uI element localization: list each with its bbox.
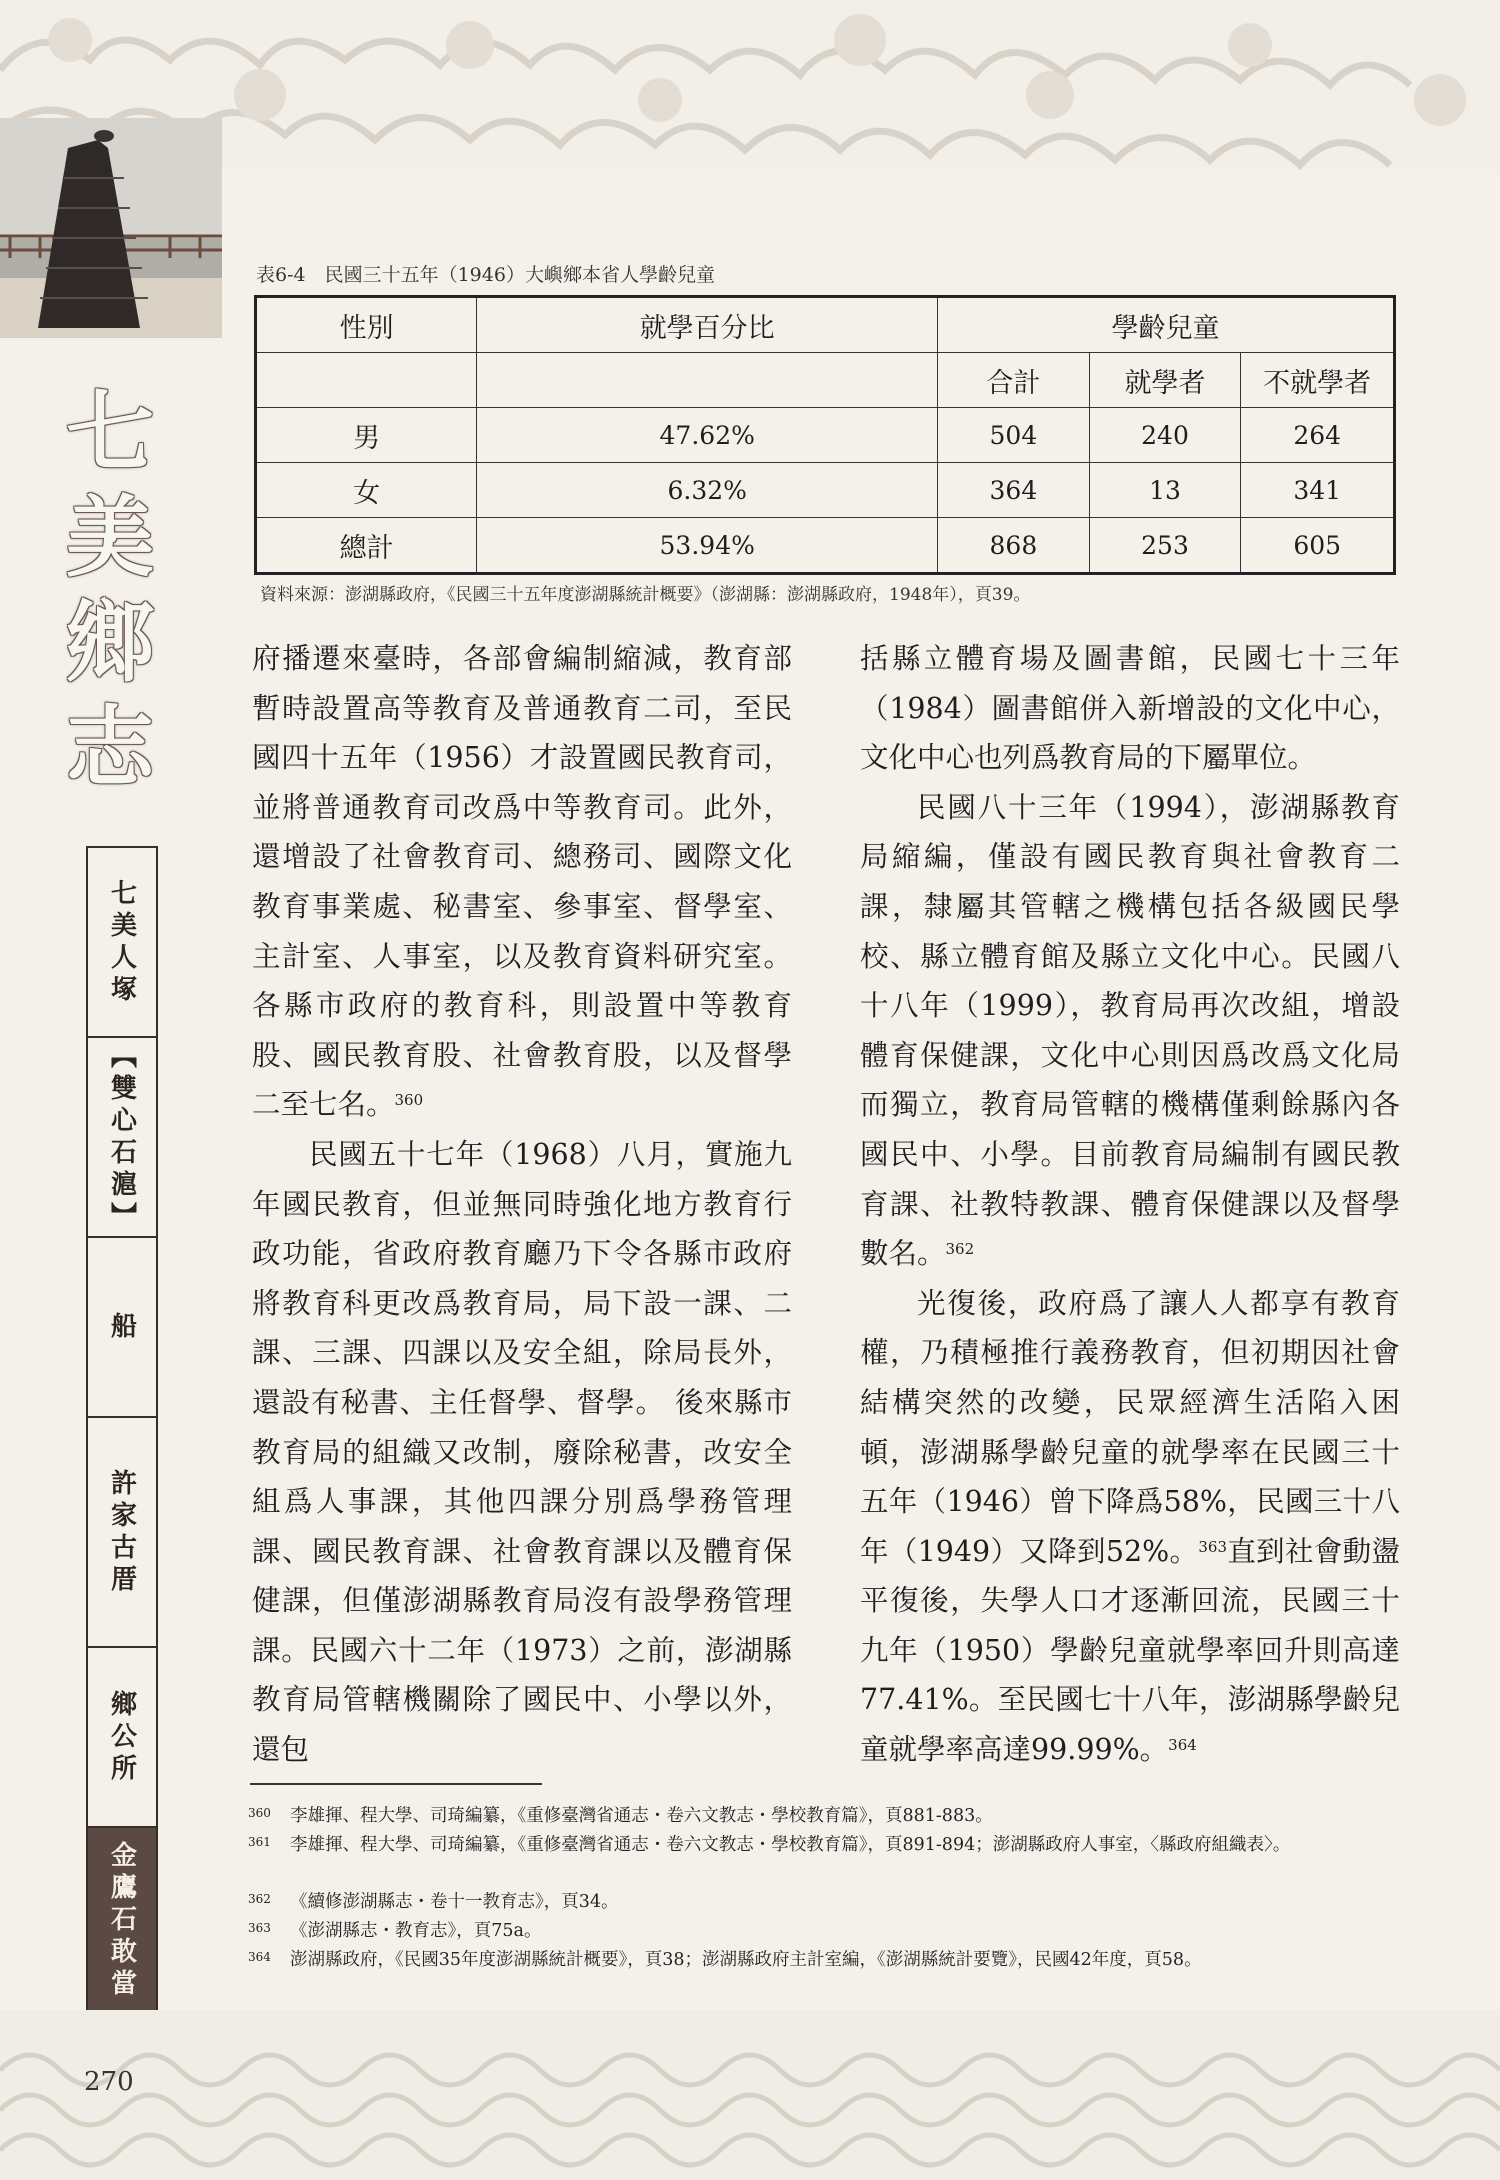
paragraph: 括縣立體育場及圖書館，民國七十三年（1984）圖書館併入新增設的文化中心，文化中心也列爲教育局的下屬單位。 <box>860 642 1400 775</box>
sidebar-item-double-heart[interactable] <box>88 1036 156 1238</box>
paragraph: 民國五十七年（1968）八月，實施九年國民教育，但並無同時強化地方教育行政功能，省政府教育廳乃下令各縣市政府將教育科更改爲教育局，局下設一課、二課、三課、四課以及安全組，除局長外，還設有秘書、主任督學、督學。 後來縣市教育局的組織又改制，廢除秘書，改安全組爲人事課，其他四課分別爲學務管理課、國民教育課、社會教育課以及體育保健課，但僅澎湖縣教育局沒有設學務管理課。民國六十二年（1973）之前，澎湖縣教育局管轄機關除了國民中、小學以外，還包 <box>252 1137 792 1767</box>
paragraph: 光復後，政府爲了讓人人都享有教育權，乃積極推行義務教育，但初期因社會結構突然的改變，民眾經濟生活陷入困頓，澎湖縣學齡兒童的就學率在民國三十五年（1946）曾下降爲58%，民國三十八年（1949）又降到52%。$^{363}$直到社會動盪平復後，失學人口才逐漸回流，民國三十九年（1950）學齡兒童就學率回升則高達77.41%。至民國七十八年，澎湖縣學齡兒童就學率高達99.99%。$^{364}$ <box>860 1286 1400 1767</box>
wave-footer-decoration <box>0 2010 1500 2180</box>
body-column-right <box>860 634 1400 1775</box>
footnote <box>248 1804 1398 1829</box>
title-char: 鄉 <box>65 590 154 694</box>
footnote-number: 361 <box>248 1835 271 1849</box>
paragraph: 府播遷來臺時，各部會編制縮減，教育部暫時設置高等教育及普通教育二司，至民國四十五年（1956）才設置國民教育司，並將普通教育司改爲中等教育司。此外，還增設了社會教育司、總務司、國際文化教育事業處、秘書室、參事室、督學室、主計室、人事室，以及教育資料研究室。各縣市政府的教育科，則設置中等教育股、國民教育股、社會教育股，以及督學二至七名。$^{360}$ <box>252 642 792 1122</box>
footnote-number: 362 <box>248 1892 271 1906</box>
body-column-left <box>252 634 792 1775</box>
title-char: 志 <box>65 695 154 799</box>
cell-rate: 53.94% <box>477 518 938 574</box>
header-enrolled: 就學者 <box>1089 353 1241 408</box>
footnote-text: 《續修澎湖縣志・卷十一教育志》，頁34。 <box>290 1892 619 1912</box>
page-number: 270 <box>84 2067 134 2097</box>
table-caption: 表6-4 民國三十五年（1946）大嶼鄉本省人學齡兒童 <box>256 264 715 286</box>
sidebar-item-boat[interactable] <box>88 1236 156 1418</box>
sidebar-item-label: 【雙心石滬】 <box>106 1042 137 1234</box>
cloud-header-decoration <box>0 0 1500 170</box>
sidebar-item-golden-eagle[interactable] <box>88 1826 156 2013</box>
table-row <box>256 463 1395 518</box>
table-source-note: 資料來源：澎湖縣政府，《民國三十五年度澎湖縣統計概要》（澎湖縣：澎湖縣政府，1948年），頁39。 <box>260 585 1031 605</box>
footnote-ref[interactable]: 364 <box>1168 1736 1197 1755</box>
footnote-divider <box>250 1783 542 1785</box>
cell-gender: 男 <box>256 408 477 463</box>
sidebar-item-xu-house[interactable] <box>88 1416 156 1648</box>
title-char: 美 <box>65 485 154 589</box>
header-empty <box>256 353 477 408</box>
header-children: 學齡兒童 <box>938 297 1395 353</box>
footnote <box>248 1919 1398 1944</box>
footnote <box>248 1833 1398 1858</box>
cell-gender: 女 <box>256 463 477 518</box>
footnote-ref[interactable]: 363 <box>1198 1537 1227 1556</box>
title-char: 七 <box>65 380 154 484</box>
header-gender: 性別 <box>256 297 477 353</box>
cell-enrolled: 240 <box>1089 408 1241 463</box>
cell-rate: 47.62% <box>477 408 938 463</box>
cell-enrolled: 253 <box>1089 518 1241 574</box>
sidebar-item-label: 金鷹石敢當 <box>106 1840 137 2001</box>
footnote-text: 李雄揮、程大學、司琦編纂，《重修臺灣省通志・卷六文教志・學校教育篇》，頁891-894；澎湖縣政府人事室，〈縣政府組織表〉。 <box>290 1835 1291 1855</box>
cell-total: 504 <box>938 408 1090 463</box>
book-title-vertical <box>40 380 180 840</box>
tire-tower-photo <box>0 118 222 338</box>
footnote-number: 364 <box>248 1950 271 1964</box>
header-rate: 就學百分比 <box>477 297 938 353</box>
chapter-sidebar <box>86 846 158 2011</box>
footnote-number: 363 <box>248 1921 271 1935</box>
footnote <box>248 1890 1398 1915</box>
sidebar-item-label: 許家古厝 <box>106 1469 137 1597</box>
sidebar-item-label: 船 <box>106 1312 137 1344</box>
paragraph: 民國八十三年（1994），澎湖縣教育局縮編，僅設有國民教育與社會教育二課，隸屬其管轄之機構包括各級國民學校、縣立體育館及縣立文化中心。民國八十八年（1999），教育局再次改組，增設體育保健課，文化中心則因爲改爲文化局而獨立，教育局管轄的機構僅剩餘縣內各國民中、小學。目前教育局編制有國民教育課、社教特教課、體育保健課以及督學數名。$^{362}$ <box>860 790 1400 1271</box>
cell-not-enrolled: 264 <box>1241 408 1395 463</box>
enrollment-table <box>254 295 1396 575</box>
footnote <box>248 1948 1398 1973</box>
cell-rate: 6.32% <box>477 463 938 518</box>
cell-gender: 總計 <box>256 518 477 574</box>
cell-not-enrolled: 605 <box>1241 518 1395 574</box>
footnote-number: 360 <box>248 1806 271 1820</box>
table-row <box>256 408 1395 463</box>
footnote-text: 澎湖縣政府，《民國35年度澎湖縣統計概要》，頁38；澎湖縣政府主計室編，《澎湖縣統計要覽》，民國42年度，頁58。 <box>290 1950 1202 1970</box>
cell-enrolled: 13 <box>1089 463 1241 518</box>
sidebar-item-qimei-tomb[interactable] <box>88 846 156 1038</box>
table-row <box>256 518 1395 574</box>
sidebar-item-label: 鄉公所 <box>106 1690 137 1786</box>
header-total: 合計 <box>938 353 1090 408</box>
cell-total: 364 <box>938 463 1090 518</box>
sidebar-item-township-office[interactable] <box>88 1646 156 1828</box>
header-not-enrolled: 不就學者 <box>1241 353 1395 408</box>
footnote-text: 李雄揮、程大學、司琦編纂，《重修臺灣省通志・卷六文教志・學校教育篇》，頁881-883。 <box>290 1806 993 1826</box>
header-empty <box>477 353 938 408</box>
footnote-ref[interactable]: 360 <box>394 1091 424 1110</box>
cell-total: 868 <box>938 518 1090 574</box>
footnote-text: 《澎湖縣志・教育志》，頁75a。 <box>290 1921 542 1941</box>
cell-not-enrolled: 341 <box>1241 463 1395 518</box>
footnote-ref[interactable]: 362 <box>945 1240 975 1259</box>
sidebar-item-label: 七美人塚 <box>106 879 137 1007</box>
